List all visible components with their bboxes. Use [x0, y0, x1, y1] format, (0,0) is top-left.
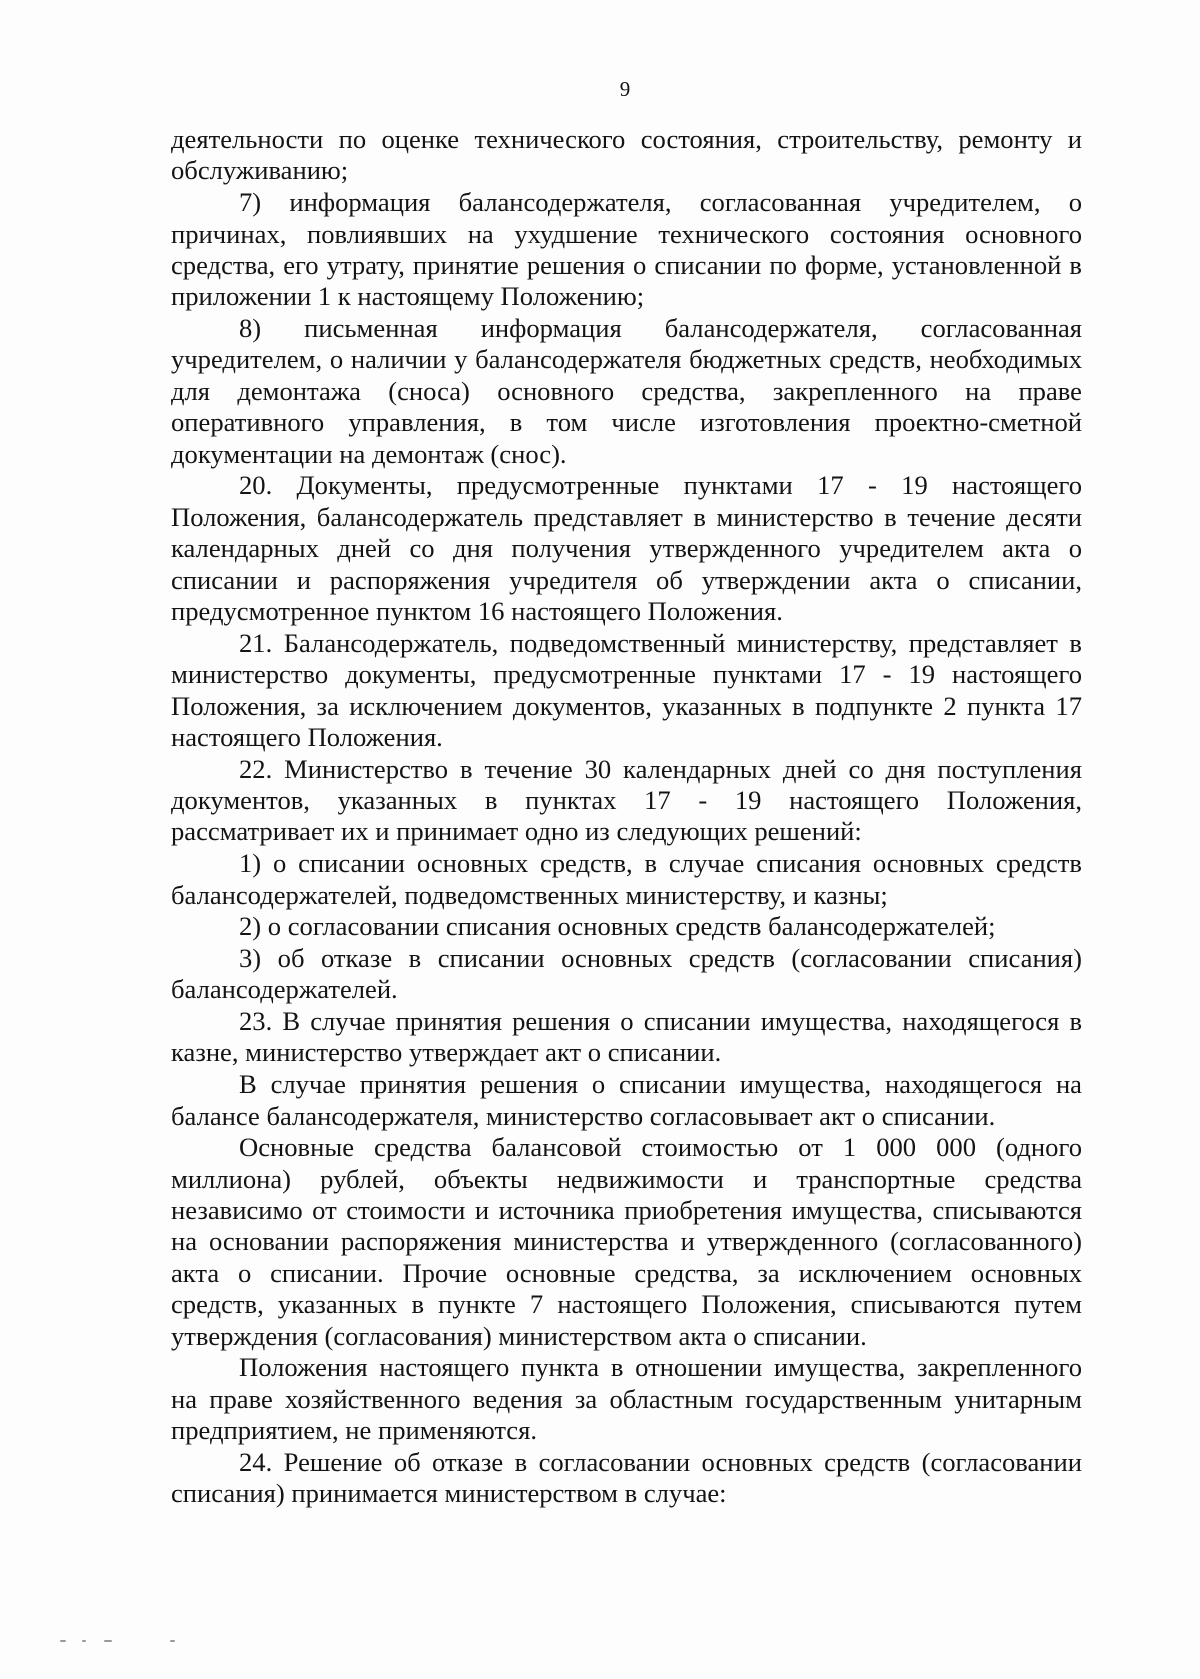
paragraph-item-7: 7) информация балансодержателя, согласованная учредителем, о причинах, повлиявших на ухудшение технического состояния основного средства, его утрату, принятие решения о списании по форме, установленной в приложении 1 к настоящему Положению; — [171, 187, 1082, 312]
page-number: 9 — [619, 77, 631, 101]
paragraph-clause-23-assets: Основные средства балансовой стоимостью от 1 000 000 (одного миллиона) рублей, объекты недвижимости и транспортные средства независимо от стоимости и источника приобретения имущества, списываются на основании распоряжения министерства и утвержденного (согласованного) акта о списании. Прочие основные средства, за исключением основных средств, указанных в пункте 7 настоящего Положения, списываются путем утверждения (согласования) министерством акта о списании. — [171, 1132, 1082, 1351]
scan-speck — [60, 1640, 66, 1642]
paragraph-clause-23-exception: Положения настоящего пункта в отношении имущества, закрепленного на праве хозяйственного ведения за областным государственным унитарным предприятием, не применяются. — [171, 1352, 1082, 1446]
paragraph-clause-23: 23. В случае принятия решения о списании имущества, находящегося в казне, министерство утверждает акт о списании. — [171, 1006, 1082, 1068]
scan-speck — [170, 1640, 175, 1642]
document-body — [171, 124, 1082, 1510]
paragraph-continuation: деятельности по оценке технического состояния, строительству, ремонту и обслуживанию; — [171, 124, 1082, 186]
paragraph-item-8: 8) письменная информация балансодержателя, согласованная учредителем, о наличии у балансодержателя бюджетных средств, необходимых для демонтажа (сноса) основного средства, закрепленного на праве оперативного управления, в том числе изготовления проектно-сметной документации на демонтаж (снос). — [171, 313, 1082, 469]
paragraph-clause-22: 22. Министерство в течение 30 календарных дней со дня поступления документов, указанных в пунктах 17 - 19 настоящего Положения, рассматривает их и принимает одно из следующих решений: — [171, 753, 1082, 847]
scan-speck — [82, 1640, 86, 1642]
scan-artifacts — [60, 1640, 260, 1650]
paragraph-decision-2: 2) о согласовании списания основных средств балансодержателей; — [239, 911, 996, 942]
paragraph-clause-21: 21. Балансодержатель, подведомственный министерству, представляет в министерство документы, предусмотренные пунктами 17 - 19 настоящего Положения, за исключением документов, указанных в подпункте 2 пункта 17 настоящего Положения. — [171, 627, 1082, 752]
scan-speck — [104, 1640, 112, 1642]
paragraph-clause-20: 20. Документы, предусмотренные пунктами 17 - 19 настоящего Положения, балансодержатель представляет в министерство в течение десяти календарных дней со дня получения утвержденного учредителем акта о списании и распоряжения учредителя об утверждении акта о списании, предусмотренное пунктом 16 настоящего Положения. — [171, 470, 1082, 626]
paragraph-clause-23-balance: В случае принятия решения о списании имущества, находящегося на балансе балансодержателя, министерство согласовывает акт о списании. — [171, 1069, 1082, 1131]
paragraph-decision-3: 3) об отказе в списании основных средств (согласовании списания) балансодержателей. — [171, 942, 1082, 1005]
paragraph-clause-24: 24. Решение об отказе в согласовании основных средств (согласовании списания) принимается министерством в случае: — [171, 1446, 1082, 1509]
paragraph-decision-1: 1) о списании основных средств, в случае списания основных средств балансодержателей, подведомственных министерству, и казны; — [171, 848, 1082, 910]
